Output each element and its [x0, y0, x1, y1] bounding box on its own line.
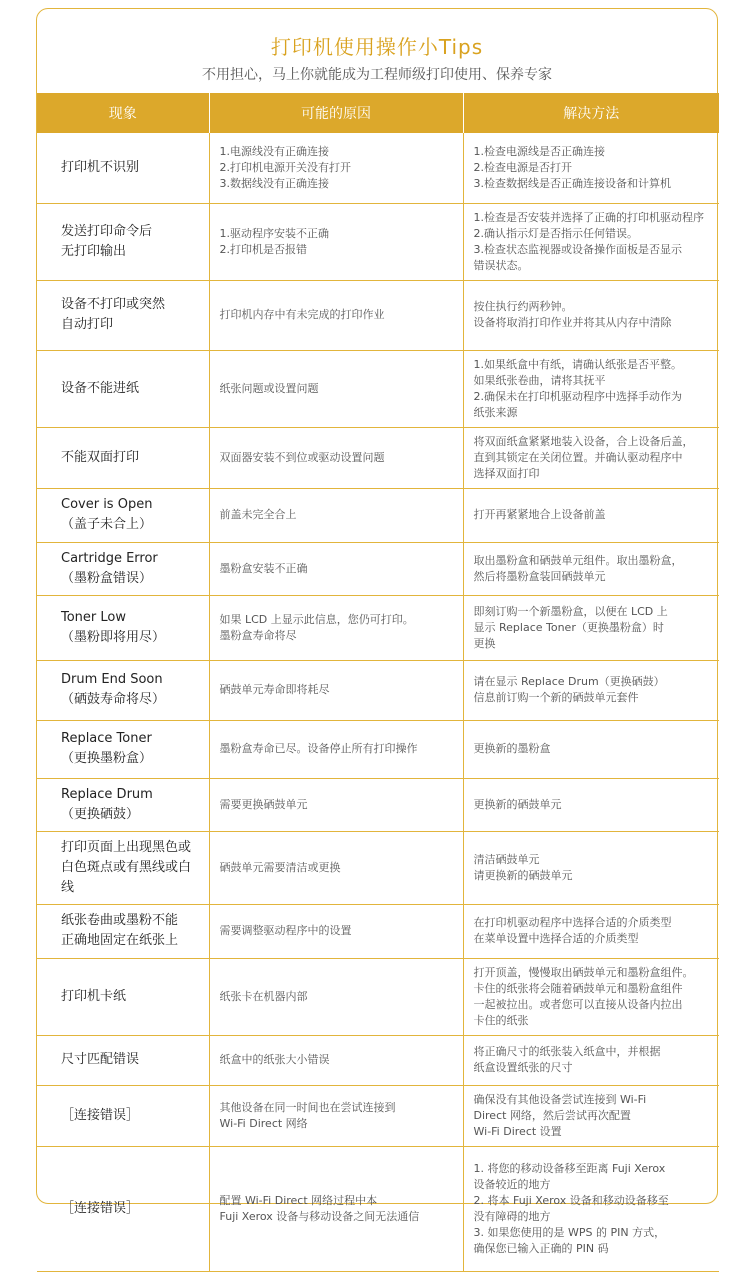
cell-solution: 按住执行约两秒钟。 设备将取消打印作业并将其从内存中清除: [463, 280, 719, 350]
cell-phenomenon: 发送打印命令后 无打印输出: [37, 203, 209, 280]
cell-phenomenon: 不能双面打印: [37, 427, 209, 488]
cell-cause: 1.电源线没有正确连接 2.打印机电源开关没有打开 3.数据线没有正确连接: [209, 133, 463, 203]
cell-cause: 其他设备在同一时间也在尝试连接到 Wi-Fi Direct 网络: [209, 1085, 463, 1146]
cell-cause: 硒鼓单元寿命即将耗尽: [209, 660, 463, 720]
cell-phenomenon: Drum End Soon （硒鼓寿命将尽）: [37, 660, 209, 720]
table-row: [37, 280, 719, 350]
table-row: [37, 542, 719, 595]
table-row: [37, 778, 719, 831]
cell-cause: 墨粉盒安装不正确: [209, 542, 463, 595]
table-row: [37, 1085, 719, 1146]
table-row: [37, 660, 719, 720]
cell-solution: 打开顶盖，慢慢取出硒鼓单元和墨粉盒组件。 卡住的纸张将会随着硒鼓单元和墨粉盒组件 一起被拉出。或者您可以直接从设备内拉出 卡住的纸张: [463, 958, 719, 1035]
column-header-phenomenon: 现象: [37, 93, 209, 133]
cell-phenomenon: Replace Toner （更换墨粉盒）: [37, 720, 209, 778]
table-row: [37, 1146, 719, 1271]
cell-solution: 清洁硒鼓单元 请更换新的硒鼓单元: [463, 831, 719, 904]
table-row: [37, 133, 719, 203]
cell-solution: 1.检查电源线是否正确连接 2.检查电源是否打开 3.检查数据线是否正确连接设备和计算机: [463, 133, 719, 203]
cell-cause: 需要调整驱动程序中的设置: [209, 904, 463, 958]
cell-phenomenon: 设备不能进纸: [37, 350, 209, 427]
cell-phenomenon: ［连接错误］: [37, 1146, 209, 1271]
cell-solution: 请在显示 Replace Drum（更换硒鼓） 信息前订购一个新的硒鼓单元套件: [463, 660, 719, 720]
cell-cause: 前盖未完全合上: [209, 488, 463, 542]
cell-phenomenon: 尺寸匹配错误: [37, 1035, 209, 1085]
cell-solution: 更换新的墨粉盒: [463, 720, 719, 778]
cell-phenomenon: Replace Drum （更换硒鼓）: [37, 778, 209, 831]
table-row: [37, 958, 719, 1035]
cell-cause: 需要更换硒鼓单元: [209, 778, 463, 831]
cell-phenomenon: Cover is Open （盖子未合上）: [37, 488, 209, 542]
column-header-cause: 可能的原因: [209, 93, 463, 133]
table-row: [37, 1035, 719, 1085]
table-row: [37, 350, 719, 427]
cell-phenomenon: 设备不打印或突然 自动打印: [37, 280, 209, 350]
cell-cause: 纸张卡在机器内部: [209, 958, 463, 1035]
cell-cause: 1.驱动程序安装不正确 2.打印机是否报错: [209, 203, 463, 280]
cell-solution: 在打印机驱动程序中选择合适的介质类型 在菜单设置中选择合适的介质类型: [463, 904, 719, 958]
cell-cause: 硒鼓单元需要清洁或更换: [209, 831, 463, 904]
cell-solution: 打开再紧紧地合上设备前盖: [463, 488, 719, 542]
cell-cause: 墨粉盒寿命已尽。设备停止所有打印操作: [209, 720, 463, 778]
cell-solution: 即刻订购一个新墨粉盒，以便在 LCD 上 显示 Replace Toner（更换墨粉盒）时 更换: [463, 595, 719, 660]
cell-cause: 纸盒中的纸张大小错误: [209, 1035, 463, 1085]
cell-phenomenon: ［连接错误］: [37, 1085, 209, 1146]
cell-phenomenon: Cartridge Error （墨粉盒错误）: [37, 542, 209, 595]
table-row: [37, 831, 719, 904]
table-row: [37, 488, 719, 542]
table-header: [37, 93, 719, 133]
cell-phenomenon: 打印机卡纸: [37, 958, 209, 1035]
cell-phenomenon: 打印页面上出现黑色或 白色斑点或有黑线或白线: [37, 831, 209, 904]
cell-solution: 将正确尺寸的纸张装入纸盒中，并根据 纸盒设置纸张的尺寸: [463, 1035, 719, 1085]
cell-cause: 如果 LCD 上显示此信息，您仍可打印。 墨粉盒寿命将尽: [209, 595, 463, 660]
cell-cause: 双面器安装不到位或驱动设置问题: [209, 427, 463, 488]
cell-solution: 1.如果纸盒中有纸，请确认纸张是否平整。 如果纸张卷曲，请将其抚平 2.确保未在打印机驱动程序中选择手动作为 纸张来源: [463, 350, 719, 427]
cell-cause: 纸张问题或设置问题: [209, 350, 463, 427]
cell-phenomenon: Toner Low （墨粉即将用尽）: [37, 595, 209, 660]
tips-card: [36, 8, 718, 1255]
table-row: [37, 904, 719, 958]
cell-solution: 将双面纸盒紧紧地装入设备，合上设备后盖， 直到其锁定在关闭位置。并确认驱动程序中 选择双面打印: [463, 427, 719, 488]
table-row: [37, 427, 719, 488]
table-row: [37, 203, 719, 280]
cell-solution: 更换新的硒鼓单元: [463, 778, 719, 831]
cell-solution: 1. 将您的移动设备移至距离 Fuji Xerox 设备较近的地方 2. 将本 Fuji Xerox 设备和移动设备移至 没有障碍的地方 3. 如果您使用的是 WPS 的 PIN 方式， 确保您已输入正确的 PIN 码: [463, 1146, 719, 1271]
table-row: [37, 720, 719, 778]
cell-phenomenon: 打印机不识别: [37, 133, 209, 203]
table-row: [37, 595, 719, 660]
troubleshooting-table: [37, 93, 719, 1272]
column-header-solution: 解决方法: [463, 93, 719, 133]
cell-cause: 配置 Wi-Fi Direct 网络过程中本 Fuji Xerox 设备与移动设备之间无法通信: [209, 1146, 463, 1271]
cell-cause: 打印机内存中有未完成的打印作业: [209, 280, 463, 350]
cell-phenomenon: 纸张卷曲或墨粉不能 正确地固定在纸张上: [37, 904, 209, 958]
cell-solution: 取出墨粉盒和硒鼓单元组件。取出墨粉盒， 然后将墨粉盒装回硒鼓单元: [463, 542, 719, 595]
page-subtitle: 不用担心，马上你就能成为工程师级打印使用、保养专家: [202, 67, 552, 83]
cell-solution: 确保没有其他设备尝试连接到 Wi-Fi Direct 网络，然后尝试再次配置 Wi-Fi Direct 设置: [463, 1085, 719, 1146]
page-title: 打印机使用操作小Tips: [270, 35, 484, 59]
cell-solution: 1.检查是否安装并选择了正确的打印机驱动程序 2.确认指示灯是否指示任何错误。 3.检查状态监视器或设备操作面板是否显示 错误状态。: [463, 203, 719, 280]
